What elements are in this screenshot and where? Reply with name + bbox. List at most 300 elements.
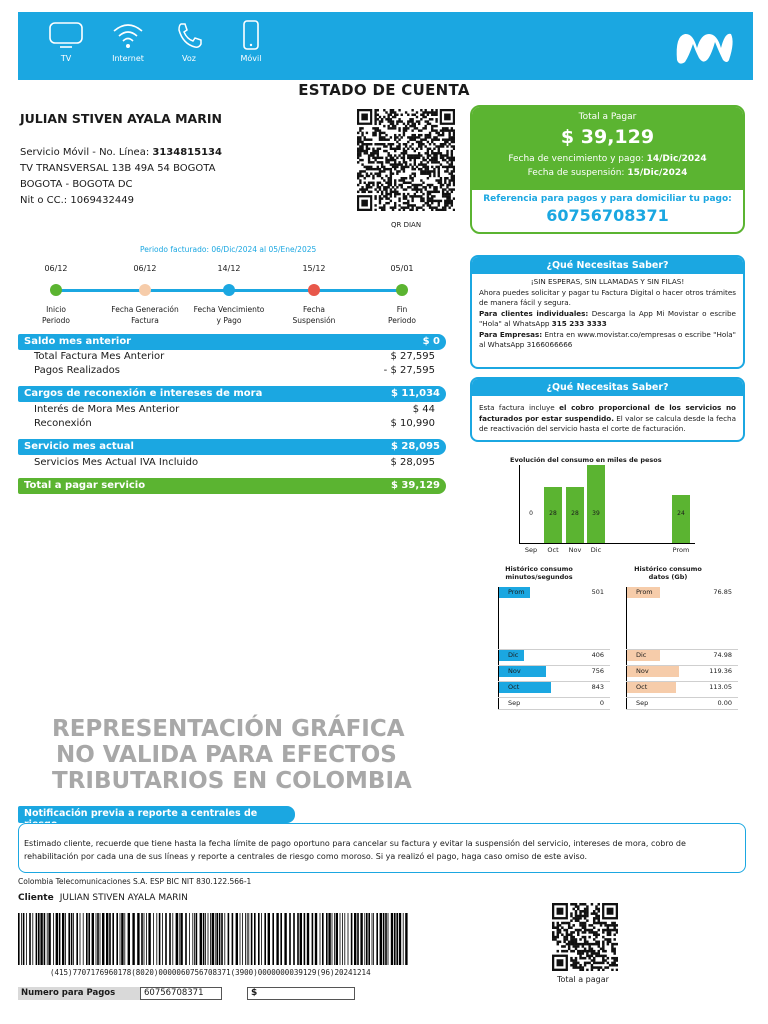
qr-module	[379, 161, 381, 163]
qr-module	[394, 138, 396, 140]
qr-module	[381, 138, 383, 140]
service-label: Móvil	[240, 54, 262, 63]
qr-finder	[444, 114, 451, 121]
barcode-bar	[293, 913, 295, 965]
qr-module	[427, 202, 429, 204]
qr-module	[427, 120, 429, 122]
barcode-bar	[366, 913, 368, 965]
qr-module	[575, 929, 577, 932]
barcode-bar	[248, 913, 249, 965]
qr-module	[403, 168, 405, 170]
timeline-label	[105, 304, 185, 326]
qr-module	[390, 120, 392, 122]
qr-module	[575, 948, 577, 951]
qr-module	[383, 132, 385, 134]
qr-module	[563, 945, 565, 948]
qr-module	[425, 188, 427, 190]
qr-module	[425, 125, 427, 127]
qr-module	[438, 132, 440, 134]
qr-module	[591, 903, 593, 906]
address-1: TV TRANSVERSAL 13B 49A 54 BOGOTA	[20, 163, 216, 174]
qr-module	[591, 950, 593, 953]
qr-module	[357, 191, 359, 193]
qr-module	[577, 962, 579, 965]
qr-module	[607, 938, 609, 941]
qr-module	[414, 134, 416, 136]
history-value: 406	[591, 651, 604, 659]
qr-module	[385, 193, 387, 195]
qr-module	[418, 120, 420, 122]
qr-module	[370, 138, 372, 140]
barcode-bar	[258, 913, 260, 965]
barcode-bar	[146, 913, 147, 965]
qr-module	[401, 184, 403, 186]
qr-module	[433, 143, 435, 145]
qr-module	[577, 966, 579, 969]
qr-module	[418, 143, 420, 145]
qr-module	[584, 948, 586, 951]
qr-module	[607, 941, 609, 944]
barcode-bar	[179, 913, 180, 965]
qr-module	[598, 955, 600, 958]
qr-module	[392, 116, 394, 118]
qr-module	[438, 168, 440, 170]
qr-module	[385, 197, 387, 199]
timeline-label	[189, 304, 269, 326]
qr-module	[416, 206, 418, 208]
qr-module	[409, 204, 411, 206]
qr-module	[379, 200, 381, 202]
qr-module	[595, 912, 597, 915]
qr-module	[598, 952, 600, 955]
qr-module	[579, 943, 581, 946]
qr-module	[390, 195, 392, 197]
history-row-divider	[626, 697, 738, 698]
payment-amount-field: $	[247, 987, 355, 1000]
chart-bar-value: 28	[549, 510, 557, 517]
qr-module	[429, 143, 431, 145]
qr-module	[609, 931, 611, 934]
qr-module	[411, 120, 413, 122]
qr-module	[377, 175, 379, 177]
qr-module	[387, 186, 389, 188]
qr-module	[420, 129, 422, 131]
qr-module	[414, 172, 416, 174]
qr-module	[566, 929, 568, 932]
qr-module	[374, 118, 376, 120]
qr-module	[582, 957, 584, 960]
qr-module	[591, 912, 593, 915]
history-row-divider	[626, 649, 738, 650]
qr-module	[431, 118, 433, 120]
qr-finder	[361, 200, 368, 207]
qr-module	[385, 202, 387, 204]
barcode-bar	[141, 913, 143, 965]
qr-module	[582, 943, 584, 946]
qr-module	[414, 114, 416, 116]
barcode-bar	[261, 913, 262, 965]
qr-module	[377, 143, 379, 145]
qr-module	[435, 157, 437, 159]
barcode-bar	[240, 913, 241, 965]
qr-module	[552, 933, 554, 936]
qr-module	[433, 136, 435, 138]
qr-module	[611, 957, 613, 960]
qr-module	[377, 109, 379, 111]
qr-module	[418, 154, 420, 156]
qr-module	[372, 148, 374, 150]
qr-module	[372, 177, 374, 179]
qr-module	[392, 109, 394, 111]
qr-module	[593, 966, 595, 969]
qr-module	[398, 143, 400, 145]
qr-module	[442, 154, 444, 156]
qr-module	[448, 197, 450, 199]
qr-module	[593, 962, 595, 965]
qr-module	[407, 127, 409, 129]
qr-module	[588, 948, 590, 951]
qr-module	[387, 114, 389, 116]
qr-module	[575, 915, 577, 918]
qr-module	[600, 966, 602, 969]
qr-module	[593, 922, 595, 925]
qr-module	[405, 111, 407, 113]
qr-module	[435, 152, 437, 154]
qr-module	[427, 197, 429, 199]
qr-module	[403, 193, 405, 195]
qr-module	[448, 159, 450, 161]
service-tv	[36, 20, 96, 63]
qr-module	[372, 127, 374, 129]
qr-module	[572, 924, 574, 927]
history-row-divider	[498, 709, 610, 710]
qr-module	[361, 175, 363, 177]
qr-module	[584, 957, 586, 960]
saldo-amount: $ 0	[422, 336, 440, 347]
qr-module	[383, 150, 385, 152]
qr-module	[377, 148, 379, 150]
qr-module	[390, 175, 392, 177]
qr-module	[392, 125, 394, 127]
qr-module	[448, 195, 450, 197]
qr-module	[422, 186, 424, 188]
qr-module	[598, 917, 600, 920]
qr-module	[611, 929, 613, 932]
qr-module	[366, 148, 368, 150]
qr-module	[446, 166, 448, 168]
info-ind-label: Para clientes individuales:	[479, 308, 589, 318]
qr-module	[602, 922, 604, 925]
qr-module	[379, 120, 381, 122]
phone-icon	[171, 20, 207, 50]
reconexion-label: Cargos de reconexión e intereses de mora	[24, 388, 263, 399]
qr-module	[390, 154, 392, 156]
qr-module	[401, 152, 403, 154]
qr-module	[451, 145, 453, 147]
qr-module	[385, 195, 387, 197]
qr-module	[401, 168, 403, 170]
qr-module	[582, 952, 584, 955]
qr-module	[377, 152, 379, 154]
total-servicio-bar	[18, 478, 446, 494]
history-category: Prom	[636, 588, 653, 596]
qr-module	[604, 955, 606, 958]
qr-module	[453, 179, 455, 181]
qr-module	[588, 936, 590, 939]
qr-module	[396, 163, 398, 165]
qr-module	[604, 966, 606, 969]
qr-module	[444, 179, 446, 181]
qr-module	[586, 908, 588, 911]
qr-module	[611, 948, 613, 951]
qr-module	[403, 166, 405, 168]
barcode-bar	[391, 913, 393, 965]
info-emp-label: Para Empresas:	[479, 329, 543, 339]
qr-module	[411, 172, 413, 174]
qr-module	[366, 175, 368, 177]
qr-module	[435, 200, 437, 202]
qr-module	[435, 206, 437, 208]
qr-module	[372, 175, 374, 177]
qr-module	[379, 188, 381, 190]
barcode-bar	[405, 913, 407, 965]
qr-module	[442, 143, 444, 145]
qr-module	[435, 191, 437, 193]
qr-module	[593, 933, 595, 936]
qr-module	[370, 191, 372, 193]
qr-module	[448, 182, 450, 184]
qr-module	[368, 182, 370, 184]
qr-module	[403, 154, 405, 156]
qr-module	[407, 136, 409, 138]
qr-module	[451, 172, 453, 174]
payment-number-label: Numero para Pagos	[18, 987, 140, 1000]
qr-module	[440, 129, 442, 131]
qr-module	[427, 177, 429, 179]
payment-barcode	[18, 913, 410, 965]
timeline-label-line: Inicio	[46, 305, 66, 314]
qr-module	[570, 941, 572, 944]
barcode-bar	[189, 913, 190, 965]
qr-module	[598, 950, 600, 953]
qr-module	[387, 118, 389, 120]
barcode-bar	[100, 913, 101, 965]
qr-module	[557, 929, 559, 932]
qr-module	[563, 950, 565, 953]
barcode-bar	[194, 913, 195, 965]
barcode-bar	[268, 913, 270, 965]
timeline-label-line: Fin	[396, 305, 408, 314]
qr-module	[422, 114, 424, 116]
qr-module	[361, 141, 363, 143]
qr-module	[390, 114, 392, 116]
chart-bar-value: 24	[677, 510, 685, 517]
qr-module	[379, 195, 381, 197]
qr-module	[429, 148, 431, 150]
qr-module	[431, 152, 433, 154]
qr-module	[383, 138, 385, 140]
history-row-divider	[626, 709, 738, 710]
timeline-date: 06/12	[44, 264, 68, 273]
qr-module	[420, 148, 422, 150]
qr-module	[602, 943, 604, 946]
qr-module	[566, 943, 568, 946]
qr-finder	[607, 908, 614, 915]
qr-module	[394, 111, 396, 113]
charge-row-amount: $ 44	[412, 404, 435, 415]
qr-module	[377, 182, 379, 184]
qr-module	[438, 161, 440, 163]
qr-module	[446, 186, 448, 188]
qr-module	[390, 188, 392, 190]
qr-code-payment	[552, 903, 618, 971]
qr-module	[401, 186, 403, 188]
qr-module	[595, 952, 597, 955]
qr-module	[586, 969, 588, 971]
barcode-bar	[96, 913, 97, 965]
qr-module	[416, 116, 418, 118]
qr-module	[604, 938, 606, 941]
barcode-bar	[304, 913, 306, 965]
qr-module	[359, 175, 361, 177]
barcode-bar	[159, 913, 161, 965]
qr-module	[616, 929, 618, 932]
qr-module	[390, 182, 392, 184]
qr-module	[385, 191, 387, 193]
qr-finder	[557, 959, 564, 966]
qr-module	[453, 145, 455, 147]
qr-module	[416, 195, 418, 197]
barcode-bar	[307, 913, 309, 965]
qr-module	[607, 966, 609, 969]
due-label: Fecha de vencimiento y pago:	[508, 154, 647, 164]
qr-module	[446, 129, 448, 131]
qr-module	[422, 127, 424, 129]
qr-module	[422, 166, 424, 168]
qr-module	[448, 202, 450, 204]
qr-module	[429, 197, 431, 199]
barcode-bar	[53, 913, 54, 965]
total-servicio-amount: $ 39,129	[390, 480, 440, 491]
qr-module	[411, 184, 413, 186]
barcode-bar	[148, 913, 150, 965]
qr-module	[368, 161, 370, 163]
qr-module	[396, 157, 398, 159]
qr-module	[588, 950, 590, 953]
qr-module	[435, 154, 437, 156]
qr-module	[435, 179, 437, 181]
qr-module	[394, 202, 396, 204]
qr-module	[392, 209, 394, 211]
qr-module	[390, 177, 392, 179]
info-emp-text: Entra en www.movistar.co/empresas o escribe "Hola" al WhatsApp 3166066666	[479, 329, 736, 349]
qr-module	[575, 962, 577, 965]
notice-title: Notificación previa a reporte a centrales de riesgo	[18, 806, 295, 823]
qr-module	[577, 933, 579, 936]
qr-module	[575, 945, 577, 948]
qr-module	[427, 148, 429, 150]
qr-module	[446, 184, 448, 186]
qr-module	[453, 132, 455, 134]
qr-caption: QR DIAN	[391, 221, 422, 229]
qr-module	[577, 915, 579, 918]
qr-module	[557, 933, 559, 936]
qr-module	[444, 182, 446, 184]
qr-module	[398, 184, 400, 186]
qr-module	[591, 924, 593, 927]
qr-module	[398, 148, 400, 150]
barcode-bar	[254, 913, 256, 965]
qr-module	[379, 206, 381, 208]
qr-module	[364, 143, 366, 145]
barcode-bar	[44, 913, 46, 965]
qr-module	[420, 168, 422, 170]
barcode-bar	[245, 913, 246, 965]
total-label: Total a Pagar	[578, 112, 637, 122]
qr-module	[381, 209, 383, 211]
qr-module	[598, 915, 600, 918]
qr-module	[374, 116, 376, 118]
qr-module	[405, 197, 407, 199]
timeline-dot	[396, 284, 408, 296]
qr-module	[420, 191, 422, 193]
susp-label: Fecha de suspensión:	[527, 168, 628, 178]
qr-module	[552, 931, 554, 934]
barcode-bar	[83, 913, 84, 965]
barcode-bar	[224, 913, 225, 965]
charge-row-amount: $ 27,595	[390, 351, 435, 362]
history-value: 76.85	[713, 588, 732, 596]
qr-module	[420, 184, 422, 186]
barcode-bar	[357, 913, 359, 965]
qr-module	[377, 157, 379, 159]
qr-module	[407, 182, 409, 184]
qr-module	[392, 186, 394, 188]
qr-module	[366, 138, 368, 140]
qr-module	[451, 154, 453, 156]
qr-module	[422, 172, 424, 174]
qr-module	[552, 936, 554, 939]
qr-module	[433, 161, 435, 163]
qr-module	[431, 125, 433, 127]
qr-module	[588, 943, 590, 946]
history-value: 119.36	[709, 667, 732, 675]
qr-module	[568, 922, 570, 925]
qr-module	[586, 950, 588, 953]
qr-module	[425, 109, 427, 111]
qr-module	[418, 129, 420, 131]
qr-module	[416, 209, 418, 211]
qr-module	[595, 905, 597, 908]
qr-module	[588, 962, 590, 965]
qr-module	[429, 123, 431, 125]
qr-module	[440, 157, 442, 159]
qr-module	[568, 948, 570, 951]
qr-module	[387, 193, 389, 195]
qr-module	[385, 145, 387, 147]
qr-module	[579, 938, 581, 941]
qr-module	[392, 166, 394, 168]
qr-module	[403, 197, 405, 199]
qr-module	[575, 917, 577, 920]
qr-module	[379, 186, 381, 188]
qr-module	[595, 962, 597, 965]
qr-module	[398, 145, 400, 147]
info-text: Ahora puedes solicitar y pagar tu Factura Digital o hacer otros trámites de manera fácil y segura.	[479, 287, 736, 307]
barcode-bar	[116, 913, 118, 965]
qr-module	[575, 964, 577, 967]
qr-module	[409, 159, 411, 161]
